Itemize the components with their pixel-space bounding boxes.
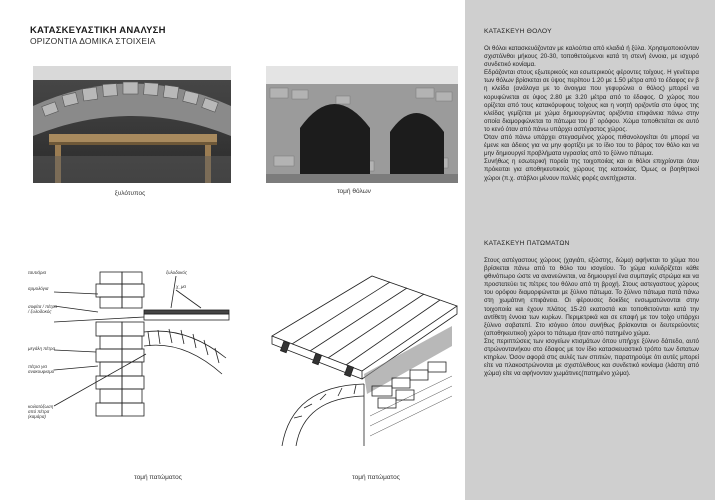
sketch-label: κοιλοτόξωση από πέτρα (καμάρα) bbox=[28, 404, 54, 419]
formwork-photo bbox=[33, 66, 231, 183]
formwork-caption: ξυλότυπος bbox=[114, 190, 146, 197]
sketch-label: σοφίτα / πέτρα / ξυλοδοκός bbox=[28, 304, 57, 314]
floors-section-heading: ΚΑΤΑΣΚΕΥΗ ΠΑΤΩΜΑΤΩΝ bbox=[484, 240, 570, 247]
sketch-label: αρμολόγια bbox=[28, 286, 49, 291]
paragraph: Στους αστέγαστους χώρους (χαγιάτι, εξώστης, δώμα) αφήνεται το χώμα που βρίσκεται πάνω από το θόλο του ισογείου. Το χώμα κυλιδρίζεται κάθε φθινόπωρο ώστε να ανανεώνεται, να δημιουργεί ένα συμπαγές στρώμα και να προστατεύει τις πέτρες του θόλου από τη βροχή. Στους αστεγαστους χώρους του ορόφου διαμορφώνεται με ξύλινο πάτωμα. Το ξύλινο πάτωμα πατά πάνω στη χωμάτινη επιφάνεια. Οι φέρουσες δοκίδες ενσωματώνονται στην τοιχοποιία και έχουν πλάτος 15-20 εκατοστά και τοποθετούνται κατά την αντίθετη έννοια των κυρίων. Περιμετρικά και σε επαφή με τον τοίχο υπάρχει ξύλινο σοβατεπί. Στο ισόγειο όπου συνήθως βρίσκονται οι δευτερεύοντες (αποθηκευτικοί) χώροι το πάτωμα ήταν από πατημένο χώμα. bbox=[484, 257, 699, 337]
vault-section-photo bbox=[266, 66, 458, 183]
paragraph: Στις περιπτώσεις των ισογείων κτισμάτων όπου υπήρχε ξύλινο δάπεδο, αυτό στρώνοντανήκου στο έδαφος με τον ίδιο κατασκευαστικό τρόπο των διπατων κτηρίων. Όσον αφορά στις αυλές των σπιτιών, παρατηρούμε ότι αυτές μπορεί είτε να πλακοστρώνονται με σχιστόλιθους και συνδετικό κονίαμα (λάσπη από χώμα) είτε να αφήνονταν χωμάτινες(πατημένο χώμα). bbox=[484, 337, 699, 378]
sketch-label: μεγάλη πέτρα bbox=[28, 346, 56, 351]
sketch-2-caption: τομή πατώματος bbox=[352, 474, 400, 481]
vault-section-heading: ΚΑΤΑΣΚΕΥΗ ΘΟΛΟΥ bbox=[484, 28, 552, 35]
sketch-label: ξυλοδοκός bbox=[166, 270, 188, 275]
vault-section-text bbox=[484, 45, 699, 183]
sketch-1-caption: τομή πατώματος bbox=[134, 474, 182, 481]
paragraph: Εδράζονται στους εξωτερικούς και εσωτερικούς φέροντες τοίχους. Η γενέτειρα των θόλων βρίσκεται σε ύψος περίπου 1.20 με 1.50 μέτρα από το έδαφος εν β η κλείδα (ανάλογα με το άνοιγμα που γεφυρώνει ο θόλος) μπορεί να κορυφώνεται σε ύψος 2.80 με 3.20 μέτρα από το έδαφος. Ο χώρος που ορίζεται από τους κατακόρυφους τοίχους και η νοητή οριζοντία στο ύψος της κλείδας γεμίζεται με χώμα δημιουργώντας οριζόντια επιφάνεια πάνω στην οποία διαμορφώνεται το πάτωμα του β΄ ορόφου. Χώμα τοποθετείται σε αυτό το κενό όταν από πάνω υπάρχει αστέγαστος χώρος. bbox=[484, 69, 699, 133]
floor-section-sketch-2 bbox=[252, 266, 462, 446]
sketch-label: χ_μα bbox=[176, 284, 186, 289]
paragraph: Συνήθως η εσωτερική πορεία της τοιχοποιίας και οι θόλοι επιχρίονται όταν πρόκειται για αποθηκευτικούς χώρους της κατοικίας. Όμως οι βοηθητικοί χώροι (π.χ. στάβλοι μένουν πολλές φορές ανεπίχριστοι. bbox=[484, 158, 699, 182]
sketch-label: ταυτιάρια bbox=[28, 270, 47, 275]
page-subtitle: ΟΡΙΖΟΝΤΙΑ ΔΟΜΙΚΑ ΣΤΟΙΧΕΙΑ bbox=[30, 36, 156, 46]
sketch-label: πέτρα για ανακουφισμό bbox=[28, 364, 55, 374]
floors-section-text bbox=[484, 257, 699, 378]
paragraph: Οι θόλοι κατασκευάζονταν με καλούπια από κλαδιά ή ξύλα. Χρησιμοποιούνταν σχιστόλιθοι μήκους 20-30, τοποθετούμενοι κατά τη στενή έννοια, με ισχυρό συνδετικό κονίαμα. bbox=[484, 45, 699, 69]
floor-section-sketch-1 bbox=[26, 262, 231, 437]
paragraph: Όταν από πάνω υπάρχει στεγασμένος χώρος πιθανολογείται ότι μπορεί να έμενε και άδειος για να μην φορτίζει με το ίδιο του το βάρος τον θόλο και να μην δημιουργεί προβλήματα υγρασίας από το ξύλινο πάτωμα. bbox=[484, 134, 699, 158]
page-title: ΚΑΤΑΣΚΕΥΑΣΤΙΚΗ ΑΝΑΛΥΣΗ bbox=[30, 25, 166, 36]
vault-section-caption: τομή θόλων bbox=[337, 188, 371, 195]
